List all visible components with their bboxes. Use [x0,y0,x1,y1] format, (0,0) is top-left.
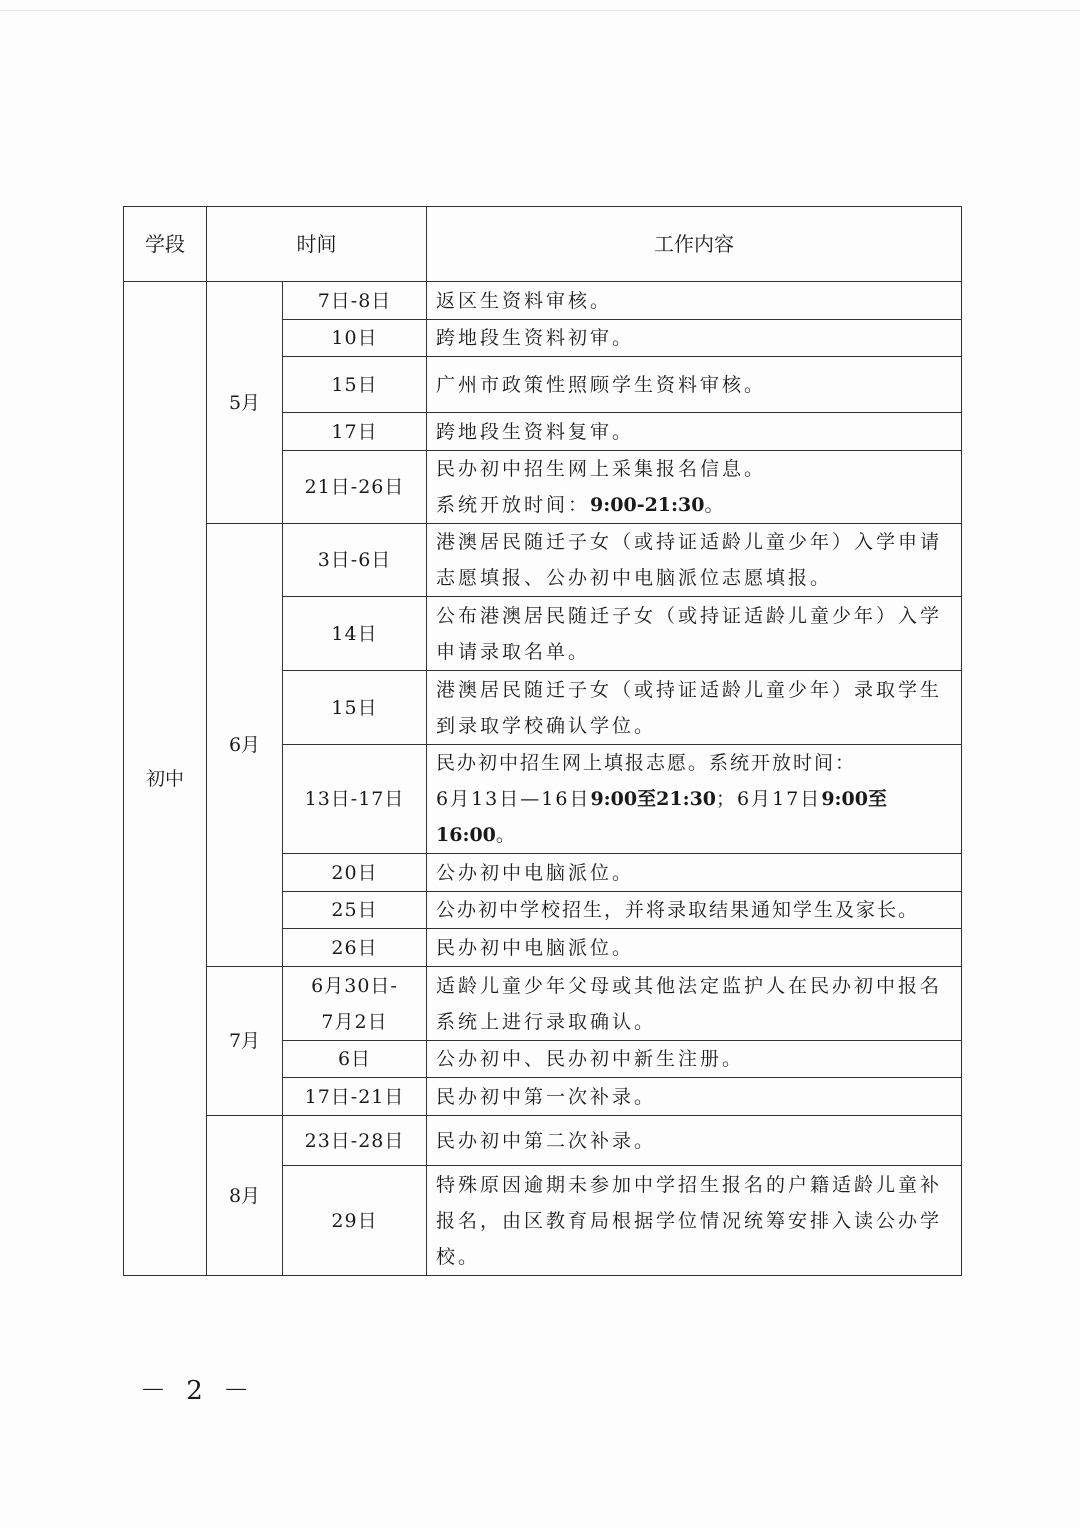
content-line: 民办初中招生网上采集报名信息。 [436,458,767,480]
date-cell: 3日-6日 [283,524,427,597]
date-cell: 15日 [283,671,427,745]
date-cell [283,967,427,1041]
date-cell: 17日 [283,413,427,451]
header-time: 时间 [207,207,427,282]
month-june: 6月 [207,524,283,967]
date-cell: 25日 [283,892,427,929]
date-cell: 7日-8日 [283,282,427,320]
period-label: 6月17日 [737,788,822,810]
content-cell: 广州市政策性照顾学生资料审核。 [427,357,962,413]
header-content: 工作内容 [427,207,962,282]
open-hours: 9:00至16:00 [436,788,887,846]
content-cell: 公办初中学校招生，并将录取结果通知学生及家长。 [427,892,962,929]
date-cell: 14日 [283,597,427,671]
date-line: 6月30日- [311,974,398,997]
content-cell: 公办初中电脑派位。 [427,854,962,892]
content-cell: 民办初中电脑派位。 [427,929,962,967]
punctuation: 。 [495,824,517,846]
month-may: 5月 [207,282,283,524]
table-row [124,282,962,320]
content-line: 民办初中招生网上填报志愿。系统开放时间： [436,752,857,774]
stage-cell: 初中 [124,282,207,1276]
date-cell: 10日 [283,320,427,357]
content-cell: 跨地段生资料初审。 [427,320,962,357]
date-cell: 20日 [283,854,427,892]
punctuation: 。 [704,494,727,516]
content-cell: 港澳居民随迁子女（或持证适龄儿童少年）录取学生到录取学校确认学位。 [427,671,962,745]
month-august: 8月 [207,1116,283,1276]
open-hours: 9:00-21:30 [590,494,705,516]
punctuation: ； [716,788,738,810]
content-cell: 公布港澳居民随迁子女（或持证适龄儿童少年）入学申请录取名单。 [427,597,962,671]
month-july: 7月 [207,967,283,1116]
date-cell: 6日 [283,1041,427,1078]
period-label: 6月13日—16日 [436,788,591,810]
table-row [124,1116,962,1166]
date-cell: 29日 [283,1166,427,1276]
content-cell: 公办初中、民办初中新生注册。 [427,1041,962,1078]
content-cell: 港澳居民随迁子女（或持证适龄儿童少年）入学申请志愿填报、公办初中电脑派位志愿填报。 [427,524,962,597]
date-cell: 15日 [283,357,427,413]
content-cell: 返区生资料审核。 [427,282,962,320]
content-cell: 民办初中第二次补录。 [427,1116,962,1166]
table-header-row [124,207,962,282]
page-top-edge [0,10,1080,11]
content-cell: 适龄儿童少年父母或其他法定监护人在民办初中报名系统上进行录取确认。 [427,967,962,1041]
table-row [124,524,962,597]
date-line: 7月2日 [321,1010,388,1033]
date-cell: 26日 [283,929,427,967]
content-cell [427,745,962,854]
open-hours: 9:00至21:30 [590,788,717,810]
page-number: － 2 － [140,1376,256,1406]
content-cell: 特殊原因逾期未参加中学招生报名的户籍适龄儿童补报名，由区教育局根据学位情况统筹安排入读公办学校。 [427,1166,962,1276]
content-line: 系统开放时间： [436,494,591,516]
table-row [124,967,962,1041]
content-cell: 民办初中第一次补录。 [427,1078,962,1116]
header-stage: 学段 [124,207,207,282]
enrollment-schedule-table [123,206,962,1276]
date-cell: 17日-21日 [283,1078,427,1116]
content-cell: 跨地段生资料复审。 [427,413,962,451]
date-cell: 23日-28日 [283,1116,427,1166]
date-cell: 21日-26日 [283,451,427,524]
date-cell: 13日-17日 [283,745,427,854]
content-cell [427,451,962,524]
